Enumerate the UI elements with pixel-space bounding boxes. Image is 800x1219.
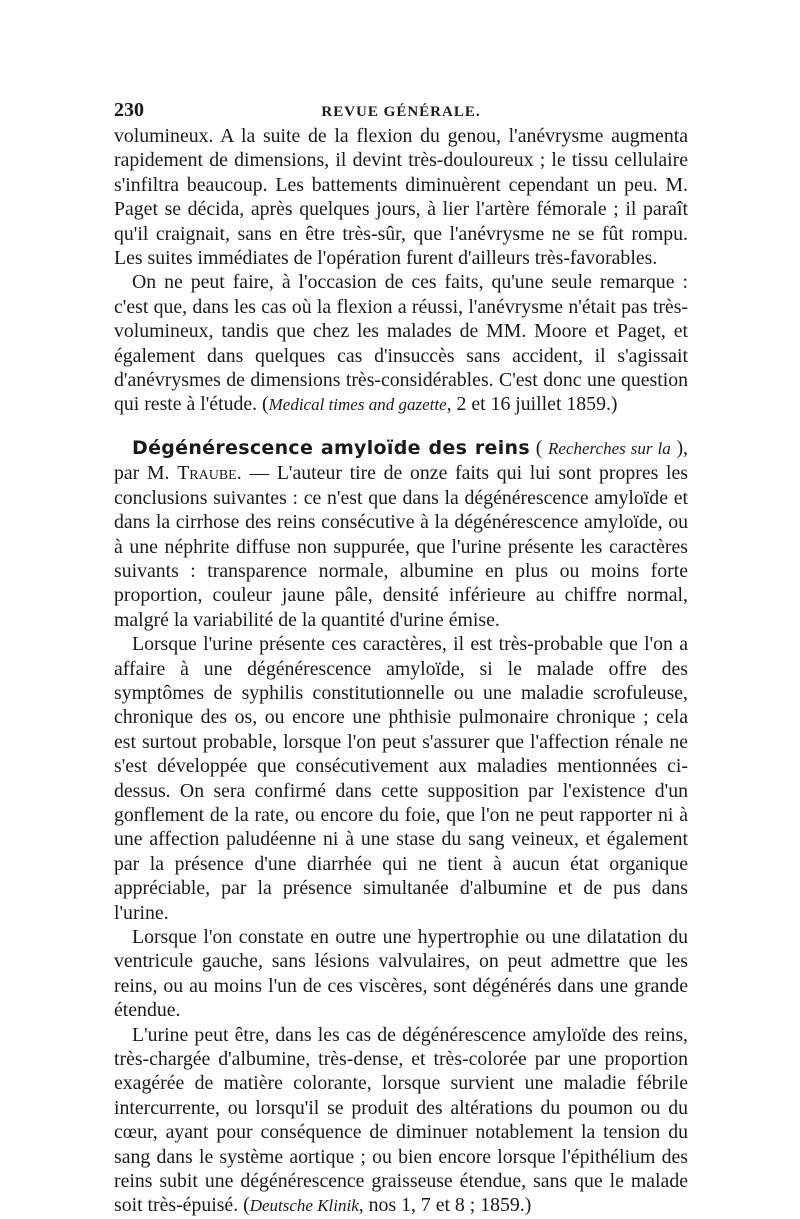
paragraph-text: On ne peut faire, à l'occasion de ces faits, qu'une seule remarque : c'est que, dans les cas où la flexion a réussi, l'anévrysme n'était pas très-volumineux, tandis que chez les malades de MM. Moore et Paget, et également dans quelques cas d'insuccès sans accident, il s'agissait d'anévrysmes de dimensions très-considérables. C'est donc une question qui reste à l'étude. xyxy=(114,271,688,416)
section-subtitle: Recherches sur la xyxy=(548,438,671,458)
paragraph-continuation xyxy=(114,124,688,270)
author-name: Traube xyxy=(177,462,237,485)
page-header xyxy=(114,96,688,124)
paragraph-urine xyxy=(114,1023,688,1219)
subtitle-close: ), xyxy=(670,436,688,459)
subtitle-open: ( xyxy=(529,436,549,459)
section-title: Dégénérescence amyloïde des reins xyxy=(132,436,530,459)
citation-open: ( xyxy=(238,1194,250,1217)
citation-journal: Deutsche Klinik xyxy=(249,1196,359,1216)
document-page xyxy=(114,96,688,1219)
paragraph-text: L'urine peut être, dans les cas de dégénérescence amyloïde des reins, très-chargée d'albumine, très-dense, et très-colorée par une proportion exagérée de matière colorante, lorsque survient une maladie fébrile intercurrente, ou lorsqu'il se produit des altérations du poumon ou du cœur, ayant pour conséquence de diminuer notablement la tension du sang dans le système aortique ; ou bien encore lorsque l'épithélium des reins subit une dégénérescence graisseuse étendue, sans que le malade soit très-épuisé. xyxy=(114,1023,688,1217)
paragraph-text: Lorsque l'on constate en outre une hypertrophie ou une dilatation du ventricule gauche, sans lésions valvulaires, on peut admettre que les reins, ou au moins l'un de ces viscères, sont dégénérés dans une grande étendue. xyxy=(114,926,688,1022)
section-paragraph xyxy=(114,436,688,632)
citation-open: ( xyxy=(257,393,269,416)
page-number: 230 xyxy=(114,99,144,121)
author-prefix: par M. xyxy=(114,462,178,485)
citation-journal: Medical times and gazette xyxy=(268,395,447,415)
running-head: REVUE GÉNÉRALE. xyxy=(321,104,481,120)
paragraph-hypertrophy xyxy=(114,925,688,1023)
paragraph-diagnosis xyxy=(114,632,688,925)
citation-date: , 2 et 16 juillet 1859.) xyxy=(446,393,618,416)
paragraph-remark xyxy=(114,270,688,417)
paragraph-text: Lorsque l'urine présente ces caractères, il est très-probable que l'on a affaire à une dégénérescence amyloïde, si le malade offre des symptômes de syphilis constitutionnelle ou une maladie scrofuleuse, chronique des os, ou encore une phthisie pulmonaire chronique ; cela est surtout probable, lorsque l'on peut s'assurer que l'affection rénale ne s'est développée que consécutivement aux maladies mentionnées ci-dessus. On sera confirmé dans cette supposition par l'existence d'un gonflement de la rate, ou encore du foie, que l'on ne peut rapporter ni à une affection paludéenne ni à une stase du sang veineux, et également par la présence d'une diarrhée qui ne tient à aucun état organique appréciable, par la présence simultanée d'albumine et de pus dans l'urine. xyxy=(114,633,688,924)
section-intro: . — L'auteur tire de onze faits qui lui sont propres les conclusions suivantes : ce n'est que dans la dégénérescence amyloïde et dans la cirrhose des reins consécutive à la dégénérescence amyloïde, ou à une néphrite diffuse non suppurée, que l'urine présente les caractères suivants : transparence normale, albumine en plus ou moins forte proportion, couleur jaune pâle, densité inférieure au chiffre normal, malgré la variabilité de la quantité d'urine émise. xyxy=(114,462,689,631)
paragraph-text: volumineux. A la suite de la flexion du genou, l'anévrysme augmenta rapidement de dimensions, il devint très-douloureux ; le tissu cellulaire s'infiltra beaucoup. Les battements diminuèrent cependant un peu. M. Paget se décida, après quelques jours, à lier l'artère fémorale ; il paraît qu'il craignait, sans en être très-sûr, que l'anévrysme ne se fût rompu. Les suites immédiates de l'opération furent d'ailleurs très-favorables. xyxy=(114,125,688,270)
citation-date: , nos 1, 7 et 8 ; 1859.) xyxy=(358,1194,532,1217)
